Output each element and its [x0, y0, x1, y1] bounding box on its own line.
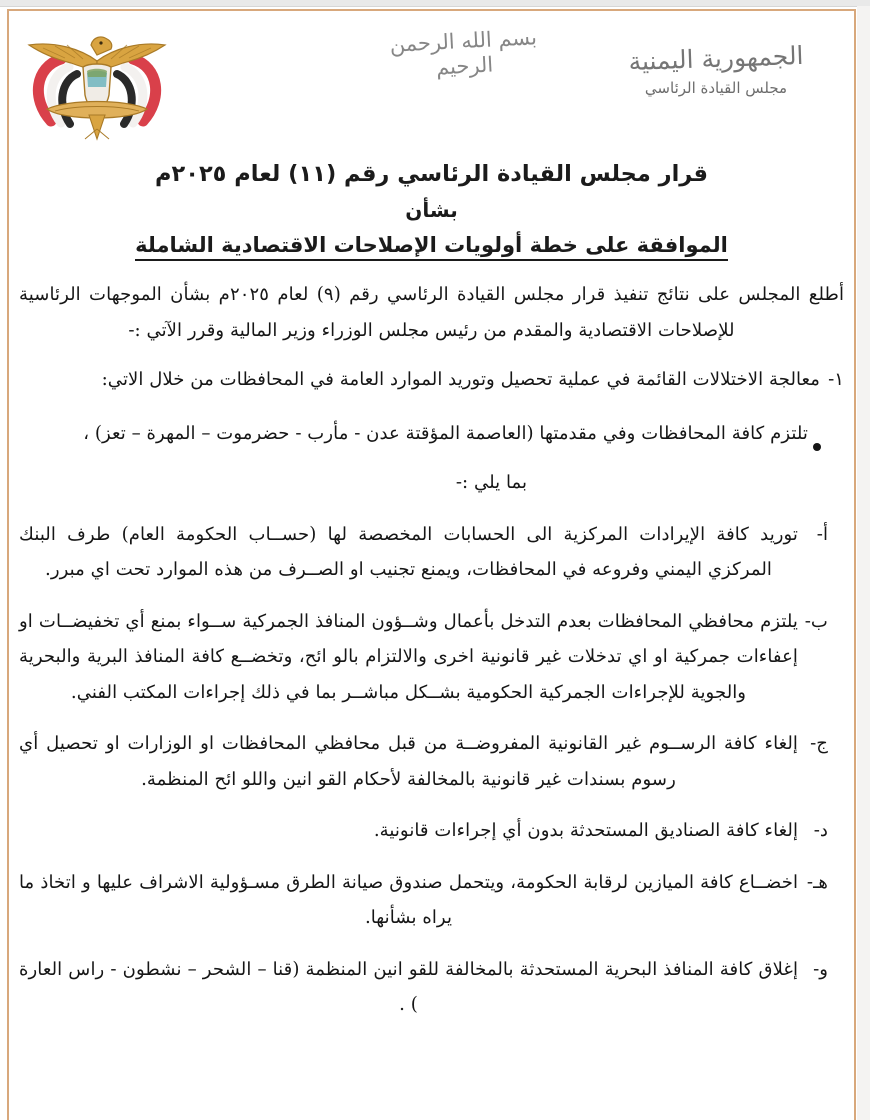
- sub-item-c-marker: ج-: [810, 733, 828, 755]
- scan-top-strip: [0, 0, 870, 7]
- letterhead-authority: مجلس القيادة الرئاسي: [644, 78, 788, 97]
- document-titles: [9, 159, 854, 261]
- sub-item-e-marker: هـ-: [806, 871, 828, 893]
- sub-item-f: [19, 952, 844, 1023]
- document-content: [9, 11, 854, 1120]
- sub-item-a-marker: أ-: [816, 523, 828, 545]
- sub-item-e-text: اخضــاع كافة الميازين لرقابة الحكومة، ويتحمل صندوق صيانة الطرق مسـؤولية الاشراف عليها و اتخاذ ما يراه بشأنها.: [19, 871, 798, 929]
- sub-item-a-text: توريد كافة الإيرادات المركزية الى الحسابات المخصصة لها (حســاب الحكومة العام) طرف البنك المركزي اليمني وفروعه في المحافظات، ويمنع تجنيب او الصــرف من هذه الموارد تحت اي مبرر.: [19, 523, 798, 581]
- clause-1-bullet: [19, 416, 844, 463]
- clause-1-text: معالجة الاختلالات القائمة في عملية تحصيل وتوريد الموارد العامة في المحافظات من خلال الاتي:: [101, 369, 821, 391]
- clause-1-number: ١-: [828, 369, 844, 391]
- yemen-eagle-emblem-icon: [21, 25, 173, 143]
- sub-item-b: [19, 604, 844, 710]
- sub-item-b-text: يلتزم محافظي المحافظات بعدم التدخل بأعمال وشــؤون المنافذ الجمركية ســواء بمنع أي تخفيضــات او إعفاءات جمركية او اي تدخلات غير قانونية اخرى والالتزام بالو ائح، وتخضــع كافة المنافذ البرية والبحرية والجوية للإجراءات الجمركية الحكومية بشــكل مباشــر بما في ذلك إجراءات المكتب الفني.: [19, 610, 798, 703]
- letterhead: [596, 40, 836, 97]
- sub-item-d-marker: د-: [813, 820, 828, 842]
- scan-right-margin-strip: [857, 6, 870, 1120]
- clause-1: [19, 362, 844, 397]
- sub-item-d-text: إلغاء كافة الصناديق المستحدثة بدون أي إجراءات قانونية.: [373, 820, 798, 842]
- sub-item-d: [19, 813, 844, 848]
- preamble-paragraph: أطلع المجلس على نتائج تنفيذ قرار مجلس القيادة الرئاسي رقم (٩) لعام ٢٠٢٥م بشأن الموجهات الرئاسية للإصلاحات الاقتصادية والمقدم من رئيس مجلس الوزراء وزير المالية وقرر الآتي :-: [19, 284, 844, 341]
- basmala-calligraphy: بسم الله الرحمن الرحيم: [389, 25, 538, 80]
- sub-item-c: [19, 726, 844, 797]
- document-body: [9, 277, 854, 1022]
- sub-item-a: [19, 517, 844, 588]
- clause-1-bullet-lead: بما يلي :-: [455, 472, 528, 494]
- sub-item-f-text: إغلاق كافة المنافذ البحرية المستحدثة بالمخالفة للقو انين المنظمة (قنا – الشحر – نشطون - راس العارة ) .: [19, 958, 798, 1016]
- sub-item-e: [19, 865, 844, 936]
- sub-item-b-marker: ب-: [804, 610, 828, 632]
- decree-subject-label: بشأن: [405, 198, 458, 223]
- bullet-dot-icon: [808, 416, 826, 463]
- sub-item-c-text: إلغاء كافة الرســوم غير القانونية المفروضــة من قبل محافظي المحافظات او الوزارات او تحصيل أي رسوم بسندات غير قانونية بالمخالفة لأحكام القو انين واللو ائح المنظمة.: [19, 733, 798, 790]
- document-header: [9, 11, 854, 151]
- decree-topic: الموافقة على خطة أولويات الإصلاحات الاقتصادية الشاملة: [135, 233, 728, 261]
- clause-1-bullet-text: تلتزم كافة المحافظات وفي مقدمتها (العاصمة المؤقتة عدن - مأرب - حضرموت – المهرة – تعز) ،: [83, 422, 808, 444]
- decree-title: قرار مجلس القيادة الرئاسي رقم (١١) لعام ٢٠٢٥م: [154, 161, 709, 187]
- page-frame-right-rule: [854, 9, 856, 1120]
- letterhead-country: الجمهورية اليمنية: [628, 40, 804, 77]
- sub-item-f-marker: و-: [813, 958, 828, 980]
